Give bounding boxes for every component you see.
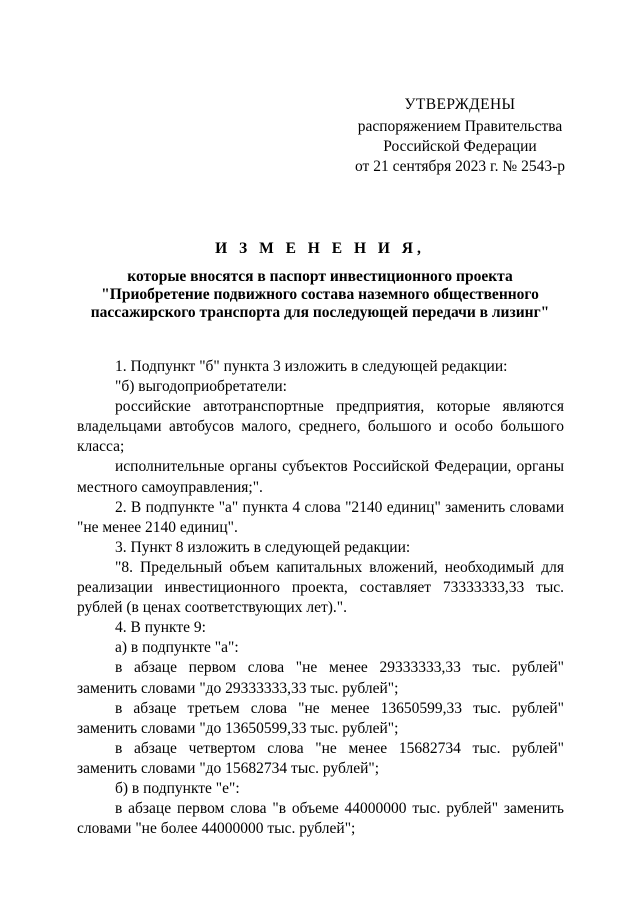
paragraph: б) в подпункте "е":: [115, 779, 240, 797]
approval-stamp: [340, 95, 580, 177]
paragraph: исполнительные органы субъектов Российской Федерации, органы местного самоуправления;".: [77, 458, 564, 496]
title-main: И З М Е Н Е Н И Я,: [215, 240, 425, 257]
document-body: [77, 357, 564, 839]
paragraph: а) в подпункте "а":: [115, 639, 239, 657]
paragraph: российские автотранспортные предприятия, которые являются владельцами автобусов малого, среднего, большого и особо большого класса;: [77, 398, 564, 456]
paragraph: 3. Пункт 8 изложить в следующей редакции:: [115, 538, 411, 556]
document-title: [60, 240, 580, 322]
approval-line-3: от 21 сентября 2023 г. № 2543-р: [355, 158, 565, 175]
approval-line-2: Российской Федерации: [383, 138, 537, 155]
paragraph: в абзаце первом слова "в объеме 44000000 тыс. рублей" заменить словами "не более 44000000 тыс. рублей";: [77, 800, 564, 838]
paragraph: в абзаце первом слова "не менее 29333333,33 тыс. рублей" заменить словами "до 29333333,33 тыс. рублей";: [77, 659, 564, 697]
paragraph: 2. В подпункте "а" пункта 4 слова "2140 единиц" заменить словами "не менее 2140 единиц".: [77, 498, 564, 536]
title-line-3: пассажирского транспорта для последующей передачи в лизинг": [90, 304, 550, 321]
paragraph: 1. Подпункт "б" пункта 3 изложить в следующей редакции:: [115, 358, 508, 375]
approval-heading: УТВЕРЖДЕНЫ: [404, 96, 516, 113]
title-line-2: "Приобретение подвижного состава наземного общественного: [101, 286, 539, 303]
paragraph: "б) выгодоприобретатели:: [115, 378, 287, 396]
paragraph: в абзаце четвертом слова "не менее 15682734 тыс. рублей" заменить словами "до 15682734 тыс. рублей";: [77, 739, 564, 777]
paragraph: "8. Предельный объем капитальных вложений, необходимый для реализации инвестиционного проекта, составляет 73333333,33 тыс. рублей (в ценах соответствующих лет).".: [77, 558, 564, 617]
title-line-1: которые вносятся в паспорт инвестиционного проекта: [127, 268, 513, 285]
paragraph: 4. В пункте 9:: [115, 619, 206, 637]
approval-line-1: распоряжением Правительства: [357, 118, 563, 135]
paragraph: в абзаце третьем слова "не менее 13650599,33 тыс. рублей" заменить словами "до 13650599,33 тыс. рублей";: [77, 699, 564, 737]
